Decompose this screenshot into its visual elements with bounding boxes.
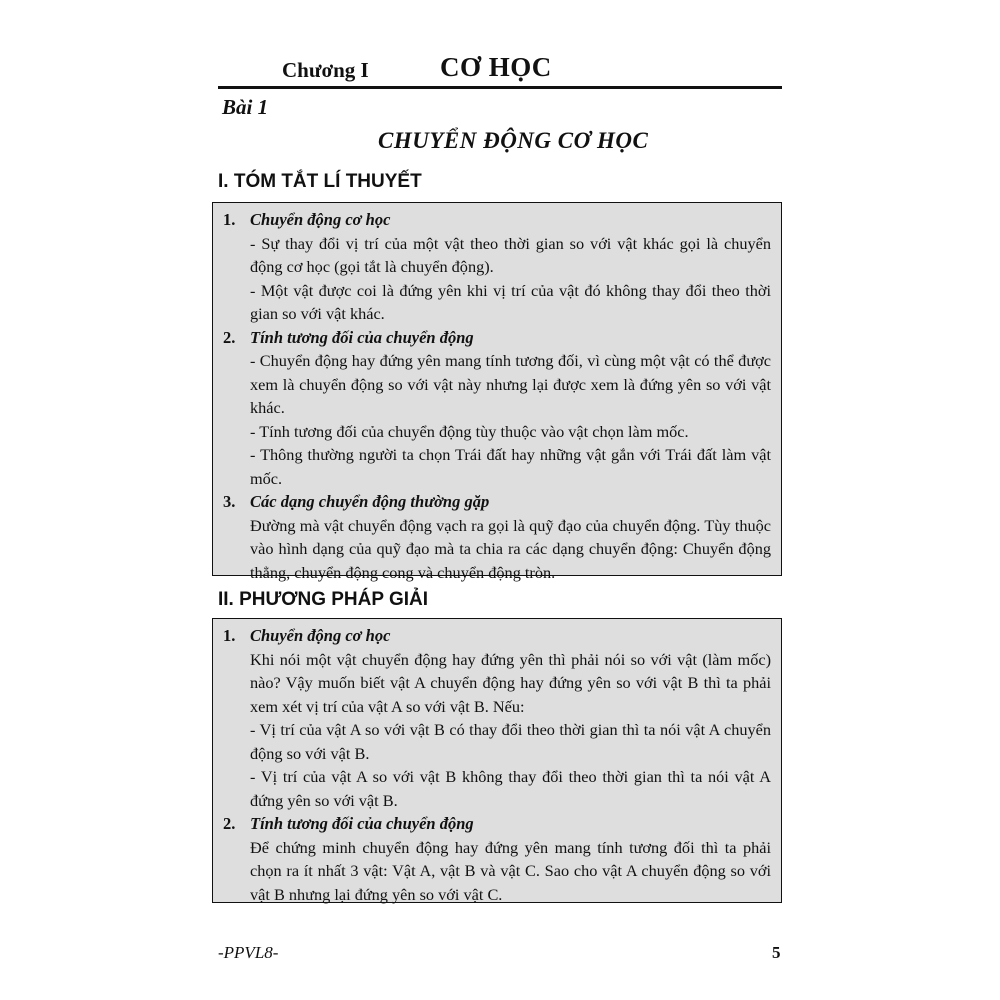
- theory-paragraph: - Thông thường người ta chọn Trái đất hay những vật gắn với Trái đất làm vật mốc.: [250, 445, 771, 488]
- chapter-title: CƠ HỌC: [440, 52, 552, 82]
- theory-paragraph: Đường mà vật chuyển động vạch ra gọi là quỹ đạo của chuyển động. Tùy thuộc vào hình dạng của quỹ đạo mà ta chia ra các dạng chuyển động: Chuyển động thẳng, chuyển động cong và chuyển động tròn.: [250, 515, 771, 582]
- theory-paragraph: - Chuyển động hay đứng yên mang tính tương đối, vì cùng một vật có thể được xem là chuyển động so với vật này nhưng lại được xem là đứng yên so với vật khác.: [250, 351, 771, 417]
- method-paragraph: Để chứng minh chuyển động hay đứng yên mang tính tương đối thì ta phải chọn ra ít nhất 3 vật: Vật A, vật B và vật C. Sao cho vật A chuyển động so với vật B nhưng lại đứng yên so với vật C.: [250, 837, 771, 904]
- lesson-title: CHUYỂN ĐỘNG CƠ HỌC: [378, 128, 649, 153]
- page-number: 5: [772, 943, 781, 962]
- section-heading-theory: I. TÓM TẮT LÍ THUYẾT: [218, 171, 422, 192]
- chapter-label: Chương I: [282, 58, 369, 82]
- theory-paragraph: - Sự thay đổi vị trí của một vật theo thời gian so với vật khác gọi là chuyển động cơ học (gọi tắt là chuyển động).: [250, 233, 771, 276]
- theory-item-title: 2. Tính tương đối của chuyển động: [223, 327, 474, 347]
- method-item-title: 1. Chuyển động cơ học: [223, 626, 391, 645]
- theory-item-title: 1. Chuyển động cơ học: [223, 210, 391, 229]
- method-paragraph: - Vị trí của vật A so với vật B không thay đổi theo thời gian thì ta nói vật A đứng yên so với vật B.: [250, 767, 771, 810]
- method-paragraph: - Vị trí của vật A so với vật B có thay đổi theo thời gian thì ta nói vật A chuyển động so với vật B.: [250, 720, 771, 763]
- method-item-title: 2. Tính tương đối của chuyển động: [223, 814, 474, 833]
- lesson-number: Bài 1: [222, 95, 269, 119]
- section-heading-method: II. PHƯƠNG PHÁP GIẢI: [218, 589, 429, 610]
- theory-paragraph: - Tính tương đối của chuyển động tùy thuộc vào vật chọn làm mốc.: [250, 421, 689, 441]
- book-code: -PPVL8-: [218, 943, 279, 962]
- method-box: [212, 618, 782, 903]
- method-paragraph: Khi nói một vật chuyển động hay đứng yên thì phải nói so với vật (làm mốc) nào? Vậy muốn biết vật A chuyển động hay đứng yên so với vật B thì ta phải xem xét vị trí của vật A so với vật B. Nếu:: [250, 649, 771, 716]
- page-header: [218, 52, 782, 89]
- theory-box: [212, 202, 782, 582]
- theory-paragraph: - Một vật được coi là đứng yên khi vị trí của vật đó không thay đổi theo thời gian so với vật khác.: [250, 280, 771, 323]
- theory-item-title: 3. Các dạng chuyển động thường gặp: [223, 492, 490, 511]
